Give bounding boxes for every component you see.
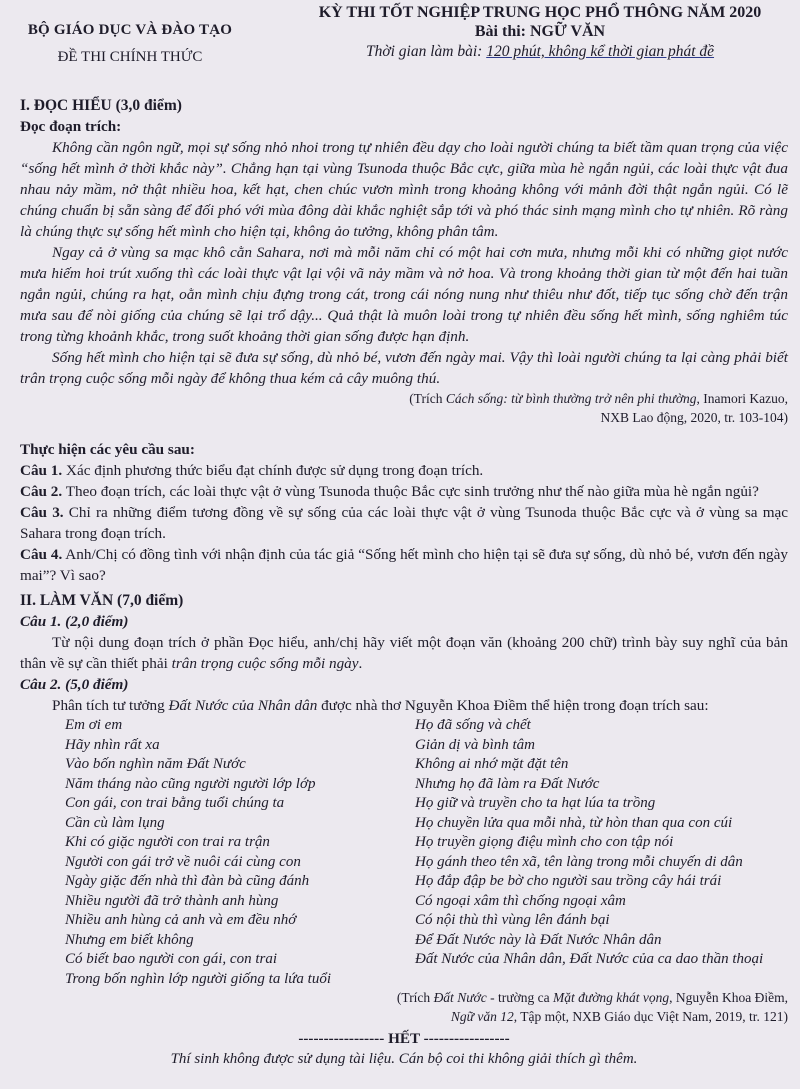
poem-line: Năm tháng nào cũng người người lớp lớp <box>65 775 316 792</box>
poem-line: Không ai nhớ mặt đặt tên <box>415 756 569 772</box>
ministry-name: BỘ GIÁO DỤC VÀ ĐÀO TẠO <box>27 22 233 38</box>
exam-subject: Bài thi: NGỮ VĂN <box>474 23 606 40</box>
official-label: ĐỀ THI CHÍNH THỨC <box>57 49 203 65</box>
poem-line: Họ đắp đập be bờ cho người sau trồng cây hái trái <box>415 873 722 889</box>
poem-line: Khi có giặc người con trai ra trận <box>65 834 270 850</box>
poem-line: Ngày giặc đến nhà thì đàn bà cũng đánh <box>65 873 310 889</box>
poem-line: Con gái, con trai bằng tuổi chúng ta <box>65 795 285 811</box>
excerpt-label: Đọc đoạn trích: <box>20 118 122 135</box>
poem-line: Họ giữ và truyền cho ta hạt lúa ta trồng <box>415 795 656 811</box>
excerpt-paragraph: Không cần ngôn ngữ, mọi sự sống nhỏ nhoi trong tự nhiên đều dạy cho loài người chúng ta biết tầm quan trọng của việc “sống hết mình ở thời khắc này”. Chẳng hạn tại vùng Tsunoda thuộc Bắc cực, giữa mùa hè ngắn ngủi, các loài thực vật đua nhau nảy mầm, nở thật nhiều hoa, kết hạt, chen chúc vươn mình trong khoảng không với mảnh đời thật ngắn ngủi. Có lẽ chúng chuẩn bị sẵn sàng để đối phó với mùa đông dài khắc nghiệt sắp tới và phó thác sinh mạng mình cho tự nhiên. Rõ ràng là chúng thực sự sống hết mình cho hiện tại, không ảo tưởng, không phân tâm. <box>20 139 788 240</box>
exam-title: KỲ THI TỐT NGHIỆP TRUNG HỌC PHỔ THÔNG NĂM 2020 <box>318 4 762 21</box>
poem-line: Họ đã sống và chết <box>415 717 531 733</box>
excerpt-citation: (Trích Cách sống: từ bình thường trở nên phi thường, Inamori Kazuo, NXB Lao động, 2020, tr. 103-104) <box>409 391 788 425</box>
exam-content <box>20 95 788 1070</box>
part2-q1-label: Câu 1. (2,0 điểm) <box>20 613 129 630</box>
poem-line: Họ truyền giọng điệu mình cho con tập nói <box>415 834 674 850</box>
poem-line: Có ngoại xâm thì chống ngoại xâm <box>415 892 626 909</box>
poem-citation: (Trích Đất Nước - trường ca Mặt đường khát vọng, Nguyễn Khoa Điềm, Ngữ văn 12, Tập một, NXB Giáo dục Việt Nam, 2019, tr. 121) <box>396 990 788 1024</box>
header-left <box>10 22 250 66</box>
time-prefix: Thời gian làm bài: <box>365 43 487 60</box>
end-mark: ----------------- HẾT ----------------- <box>298 1030 510 1047</box>
part2-q1-text: Từ nội dung đoạn trích ở phần Đọc hiểu, anh/chị hãy viết một đoạn văn (khoảng 200 chữ) trình bày suy nghĩ của bản thân về sự cần thiết phải trân trọng cuộc sống mỗi ngày. <box>20 634 788 672</box>
poem-line: Nhiều anh hùng cả anh và em đều nhớ <box>65 912 297 928</box>
question: Câu 3. Chỉ ra những điểm tương đồng về sự sống của các loài thực vật ở vùng Tsunoda thuộc Bắc cực và ở vùng sa mạc Sahara trong đoạn trích. <box>20 504 788 542</box>
poem-line: Nhiều người đã trở thành anh hùng <box>65 892 279 909</box>
poem-left-column <box>65 716 425 989</box>
citation-book: Cách sống: từ bình thường trở nên phi thường <box>445 391 697 406</box>
poem-line: Hãy nhìn rất xa <box>65 736 160 753</box>
excerpt-paragraph: Ngay cả ở vùng sa mạc khô cằn Sahara, nơi mà mỗi năm chỉ có một hai cơn mưa, nhưng mỗi khi có những giọt nước mưa hiếm hoi trút xuống thì các loài thực vật lại vội vã nảy mầm và nở hoa. Và trong khoảng thời gian từ một đến hai tuần ngắn ngủi, chúng ra hạt, oằn mình chịu đựng trong cát, trong cái nóng nung như thiêu như đốt, tiếp tục sống chờ đến trận mưa sau để nòi giống của chúng sẽ lại trổ dậy... Quả thật là muôn loài trong tự nhiên đều sống hết mình, sống nghiêm túc trong từng khoảnh khắc, trong suốt khoảng thời gian sống được hạn định. <box>20 244 788 345</box>
task-label: Thực hiện các yêu cầu sau: <box>20 441 195 458</box>
poem-line: Trong bốn nghìn lớp người giống ta lứa tuổi <box>65 970 332 987</box>
poem-line: Để Đất Nước này là Đất Nước Nhân dân <box>415 931 662 948</box>
footer-note: Thí sinh không được sử dụng tài liệu. Cán bộ coi thi không giải thích gì thêm. <box>170 1051 638 1067</box>
poem-line: Có biết bao người con gái, con trai <box>65 951 278 967</box>
poem-line: Nhưng em biết không <box>65 931 194 948</box>
poem-line: Họ chuyền lửa qua mỗi nhà, từ hòn than qua con cúi <box>415 814 733 831</box>
poem-line: Đất Nước của Nhân dân, Đất Nước của ca dao thần thoại <box>415 951 764 967</box>
poem-line: Nhưng họ đã làm ra Đất Nước <box>415 775 600 792</box>
question: Câu 4. Anh/Chị có đồng tình với nhận định của tác giả “Sống hết mình cho hiện tại sẽ đưa sự sống, dù nhỏ bé, vươn đến ngày mai”? Vì sao? <box>20 546 788 584</box>
part2-q2-label: Câu 2. (5,0 điểm) <box>20 676 129 693</box>
part1-heading: I. ĐỌC HIỂU (3,0 điểm) <box>20 97 182 114</box>
poem-line: Người con gái trở về nuôi cái cùng con <box>65 853 301 870</box>
poem-excerpt <box>20 716 788 987</box>
question: Câu 2. Theo đoạn trích, các loài thực vật ở vùng Tsunoda thuộc Bắc cực sinh trưởng như thế nào giữa mùa hè ngắn ngủi? <box>20 483 759 500</box>
poem-line: Cần cù làm lụng <box>65 814 165 831</box>
poem-right-column <box>415 716 795 970</box>
poem-line: Có nội thù thì vùng lên đánh bại <box>415 912 610 928</box>
poem-line: Họ gánh theo tên xã, tên làng trong mỗi chuyến di dân <box>415 853 743 870</box>
poem-line: Vào bốn nghìn năm Đất Nước <box>65 756 246 772</box>
excerpt-paragraph: Sống hết mình cho hiện tại sẽ đưa sự sống, dù nhỏ bé, vươn đến ngày mai. Vậy thì loài người chúng ta lại càng phải biết trân trọng cuộc sống mỗi ngày để không thua kém cả cây muông thú. <box>20 349 788 387</box>
part2-q2-text: Phân tích tư tưởng Đất Nước của Nhân dân được nhà thơ Nguyễn Khoa Điềm thể hiện trong đoạn trích sau: <box>52 697 709 714</box>
time-value: 120 phút, không kể thời gian phát đề <box>486 43 715 60</box>
header-right <box>280 4 800 61</box>
question: Câu 1. Xác định phương thức biểu đạt chính được sử dụng trong đoạn trích. <box>20 462 484 479</box>
poem-line: Giản dị và bình tâm <box>415 736 535 753</box>
part2-heading: II. LÀM VĂN (7,0 điểm) <box>20 592 184 609</box>
exam-time <box>280 43 800 61</box>
poem-line: Em ơi em <box>65 717 123 733</box>
